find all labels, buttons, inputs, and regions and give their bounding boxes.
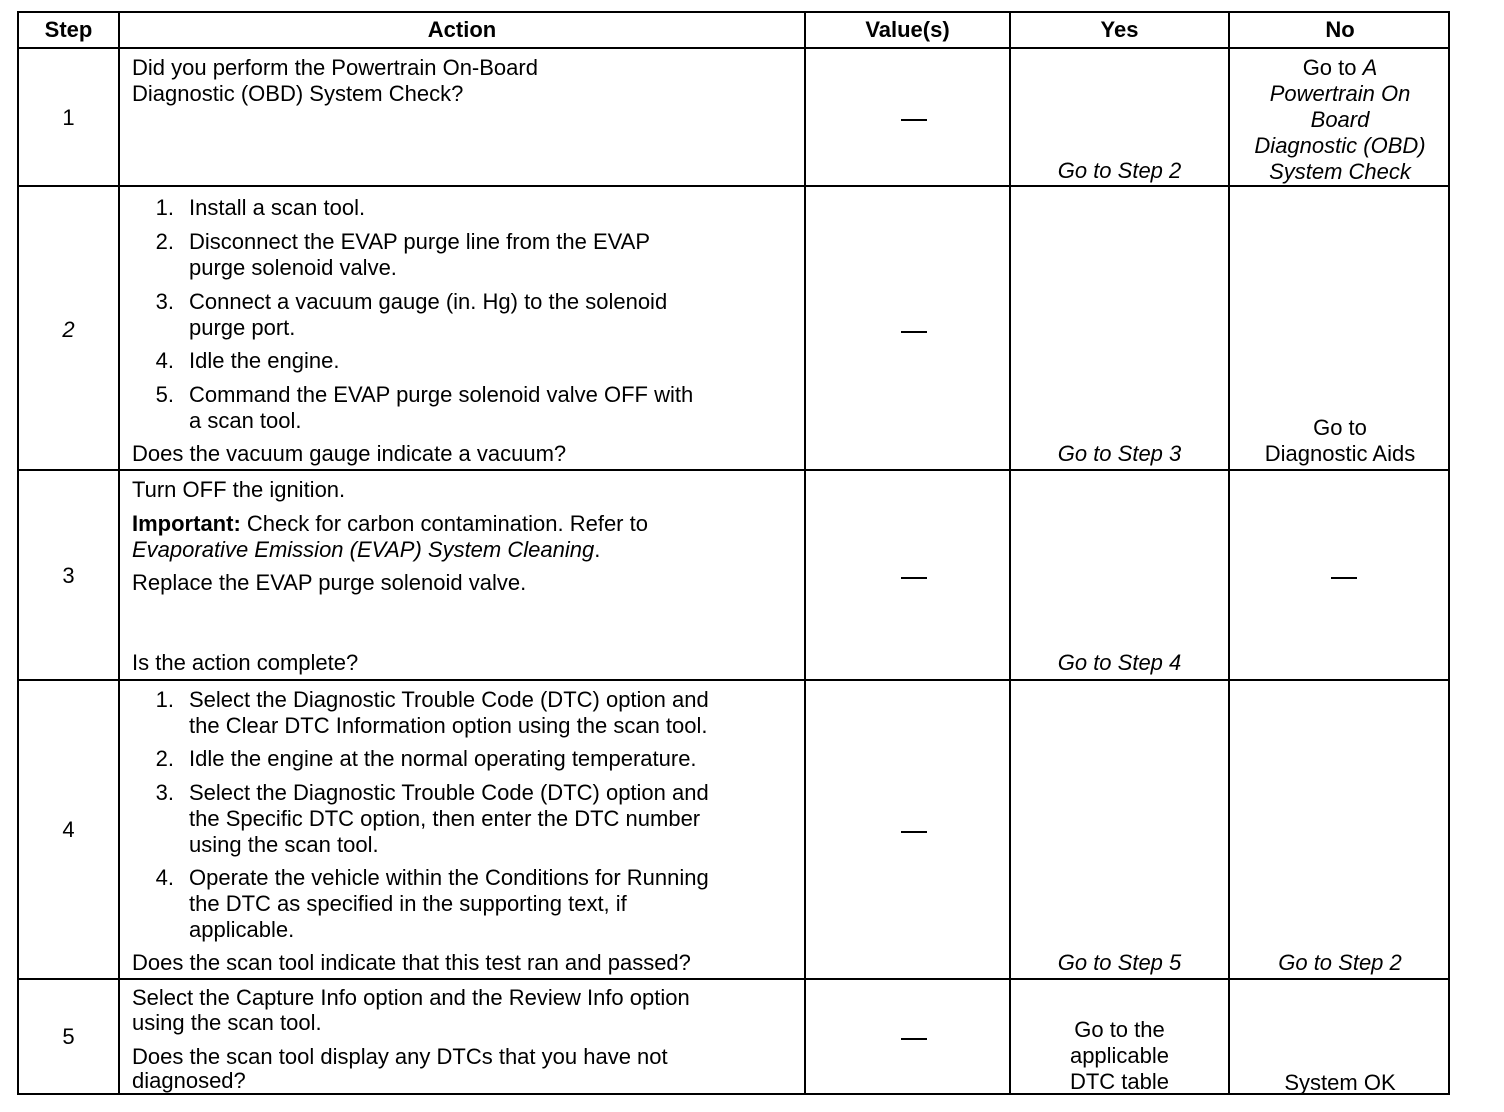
- row-divider: [19, 978, 1448, 980]
- list-number: 1.: [155, 195, 174, 220]
- value-dash: [901, 831, 927, 833]
- important-note: [132, 511, 648, 537]
- yes-link-step-3[interactable]: Go to Step 3: [1057, 441, 1182, 466]
- yes-link-step-4[interactable]: Go to Step 4: [1057, 650, 1182, 675]
- step-number: 5: [62, 1024, 75, 1049]
- no-dash: [1331, 577, 1357, 579]
- important-label: Important:: [132, 511, 241, 536]
- no-ref: A: [1362, 55, 1378, 80]
- step-number: 4: [62, 817, 75, 842]
- action-line: Select the Capture Info option and the Review Info option: [132, 985, 690, 1010]
- important-ref-line: [132, 537, 600, 563]
- header-step: Step: [44, 17, 93, 42]
- list-item: Idle the engine at the normal operating temperature.: [189, 746, 697, 771]
- value-dash: [901, 331, 927, 333]
- list-item: Operate the vehicle within the Conditions for Running: [189, 865, 709, 890]
- list-number: 2.: [155, 746, 174, 771]
- yes-link-step-2[interactable]: Go to Step 2: [1057, 158, 1182, 183]
- col-divider: [118, 13, 120, 1093]
- list-item: the DTC as specified in the supporting text, if: [189, 891, 627, 916]
- list-item: applicable.: [189, 917, 295, 942]
- list-item: Disconnect the EVAP purge line from the EVAP: [189, 229, 651, 254]
- action-line: Diagnostic (OBD) System Check?: [132, 81, 464, 106]
- list-item: purge solenoid valve.: [189, 255, 397, 280]
- step-number: 1: [62, 105, 75, 130]
- value-dash: [901, 577, 927, 579]
- question: diagnosed?: [132, 1068, 246, 1093]
- important-text: Check for carbon contamination. Refer to: [240, 511, 648, 536]
- list-item: a scan tool.: [189, 408, 302, 433]
- list-number: 4.: [155, 348, 174, 373]
- no-link-diagnostic-aids[interactable]: Go to: [1313, 415, 1367, 440]
- list-number: 3.: [155, 289, 174, 314]
- value-dash: [901, 1038, 927, 1040]
- yes-link-dtc-table[interactable]: applicable: [1069, 1043, 1170, 1068]
- row-divider: [19, 185, 1448, 187]
- yes-link-dtc-table[interactable]: Go to the: [1074, 1017, 1165, 1042]
- no-result: System OK: [1284, 1070, 1396, 1095]
- list-item: the Specific DTC option, then enter the DTC number: [189, 806, 701, 831]
- action-line: Replace the EVAP purge solenoid valve.: [132, 570, 527, 595]
- row-divider: [19, 679, 1448, 681]
- question: Does the scan tool indicate that this test ran and passed?: [132, 950, 691, 975]
- list-item: using the scan tool.: [189, 832, 379, 857]
- question: Does the scan tool display any DTCs that you have not: [132, 1044, 668, 1069]
- header-yes: Yes: [1100, 17, 1139, 42]
- row-divider: [19, 47, 1448, 49]
- list-item: the Clear DTC Information option using the scan tool.: [189, 713, 708, 738]
- list-item: Connect a vacuum gauge (in. Hg) to the solenoid: [189, 289, 668, 314]
- list-number: 5.: [155, 382, 174, 407]
- yes-link-step-5[interactable]: Go to Step 5: [1057, 950, 1182, 975]
- value-dash: [901, 119, 927, 121]
- list-item: purge port.: [189, 315, 296, 340]
- header-action: Action: [427, 17, 497, 42]
- col-divider: [804, 13, 806, 1093]
- no-link-diagnostic-aids[interactable]: Diagnostic Aids: [1264, 441, 1416, 466]
- row-divider: [19, 469, 1448, 471]
- list-item: Select the Diagnostic Trouble Code (DTC) option and: [189, 780, 709, 805]
- action-line: using the scan tool.: [132, 1010, 322, 1035]
- list-number: 1.: [155, 687, 174, 712]
- list-item: Idle the engine.: [189, 348, 340, 373]
- step-number: 2: [62, 317, 75, 342]
- question: Does the vacuum gauge indicate a vacuum?: [132, 441, 567, 466]
- no-ref-line[interactable]: System Check: [1269, 159, 1411, 184]
- header-values: Value(s): [865, 17, 950, 42]
- important-end: .: [594, 537, 601, 562]
- list-number: 4.: [155, 865, 174, 890]
- list-item: Select the Diagnostic Trouble Code (DTC) option and: [189, 687, 709, 712]
- yes-link-dtc-table[interactable]: DTC table: [1069, 1069, 1170, 1094]
- action-line: Turn OFF the ignition.: [132, 477, 346, 502]
- list-item: Install a scan tool.: [189, 195, 366, 220]
- no-link-obd-check[interactable]: [1230, 55, 1450, 81]
- step-number: 3: [62, 563, 75, 588]
- important-ref[interactable]: Evaporative Emission (EVAP) System Cleaning: [132, 537, 595, 562]
- no-link-step-2[interactable]: Go to Step 2: [1278, 950, 1402, 975]
- list-item: Command the EVAP purge solenoid valve OFF with: [189, 382, 694, 407]
- no-ref-line[interactable]: Powertrain On: [1269, 81, 1411, 106]
- header-no: No: [1325, 17, 1355, 42]
- no-prefix: Go to: [1302, 55, 1363, 80]
- list-number: 3.: [155, 780, 174, 805]
- no-ref-line[interactable]: Diagnostic (OBD): [1254, 133, 1426, 158]
- action-line: Did you perform the Powertrain On-Board: [132, 55, 538, 80]
- list-number: 2.: [155, 229, 174, 254]
- question: Is the action complete?: [132, 650, 359, 675]
- diagnostic-table: [17, 11, 1450, 1095]
- no-ref-line[interactable]: Board: [1310, 107, 1370, 132]
